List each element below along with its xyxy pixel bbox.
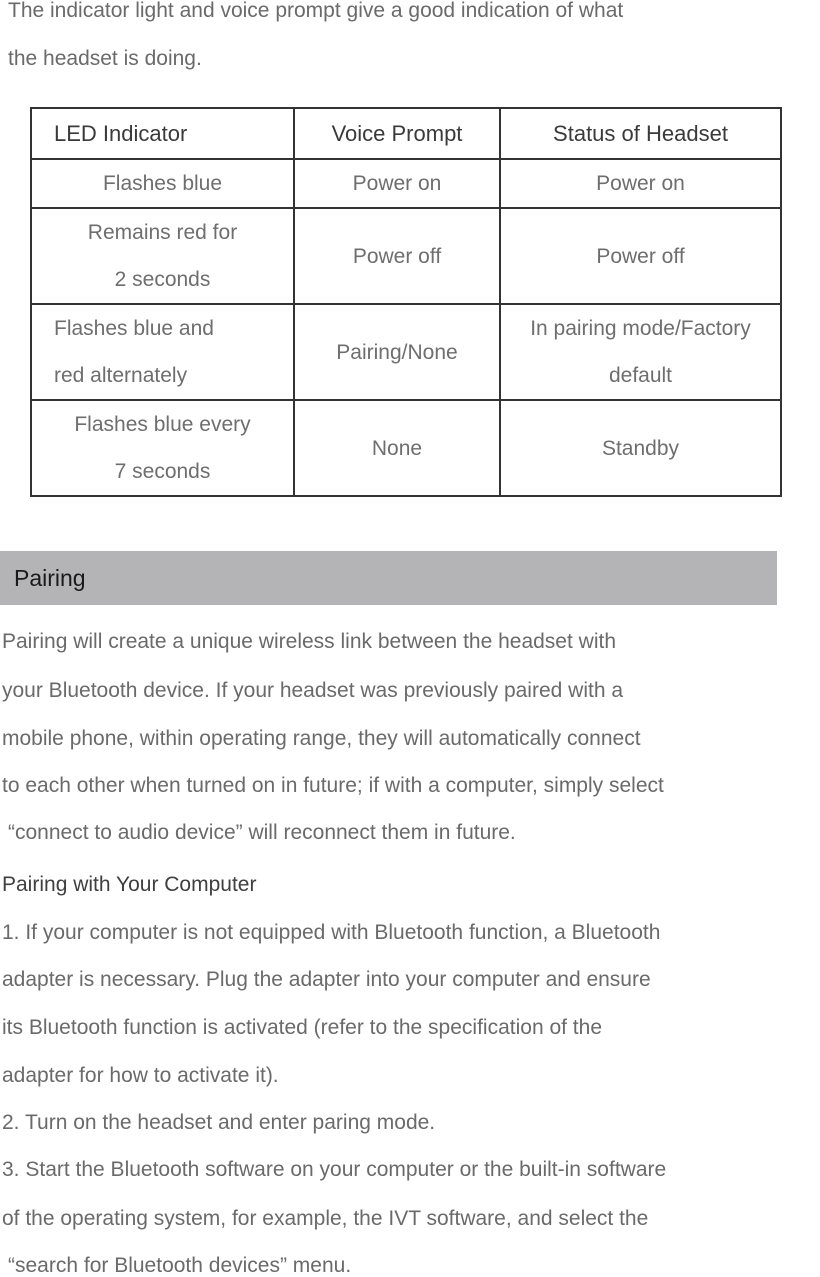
- led-cell: [31, 208, 294, 304]
- status-cell: [500, 159, 781, 208]
- step-line: adapter for how to activate it).: [2, 1064, 279, 1087]
- table-row: [31, 400, 781, 496]
- status-cell: [500, 304, 781, 400]
- led-cell: [31, 400, 294, 496]
- step-line: of the operating system, for example, the IVT software, and select the: [2, 1207, 649, 1230]
- step-line: adapter is necessary. Plug the adapter into your computer and ensure: [2, 968, 651, 991]
- step-line: 2. Turn on the headset and enter paring mode.: [2, 1111, 436, 1134]
- table-header-row: [31, 108, 781, 159]
- cell-line: Power on: [596, 172, 685, 195]
- led-status-table: [30, 107, 782, 497]
- status-cell: [500, 400, 781, 496]
- step-line: “search for Bluetooth devices” menu.: [8, 1254, 352, 1277]
- table-row: [31, 304, 781, 400]
- step-line: 1. If your computer is not equipped with Bluetooth function, a Bluetooth: [2, 921, 661, 944]
- voice-cell: Power on: [294, 159, 500, 208]
- led-cell: [31, 159, 294, 208]
- paragraph-line: “connect to audio device” will reconnect them in future.: [8, 821, 516, 844]
- step-line: its Bluetooth function is activated (refer to the specification of the: [2, 1016, 602, 1039]
- cell-line: Flashes blue: [102, 172, 223, 195]
- cell-line: default: [608, 364, 673, 387]
- intro-line-1: The indicator light and voice prompt give a good indication of what: [8, 0, 624, 22]
- cell-line: Flashes blue and: [54, 317, 214, 340]
- cell-line: Power off: [596, 244, 685, 268]
- voice-cell: None: [294, 400, 500, 496]
- paragraph-line: Pairing will create a unique wireless link between the headset with: [2, 630, 617, 653]
- intro-line-2: the headset is doing.: [8, 47, 202, 70]
- cell-line: red alternately: [54, 364, 188, 387]
- paragraph-line: mobile phone, within operating range, they will automatically connect: [2, 727, 641, 750]
- cell-line: Remains red for: [87, 221, 238, 244]
- table-row: [31, 208, 781, 304]
- step-line: 3. Start the Bluetooth software on your computer or the built-in software: [2, 1158, 667, 1181]
- header-status: Status of Headset: [500, 108, 781, 159]
- cell-line: In pairing mode/Factory: [530, 317, 751, 340]
- paragraph-line: your Bluetooth device. If your headset was previously paired with a: [2, 679, 624, 702]
- cell-line: Standby: [601, 436, 680, 460]
- status-cell: [500, 208, 781, 304]
- voice-cell: Power off: [294, 208, 500, 304]
- cell-line: 7 seconds: [114, 460, 211, 483]
- led-cell: [31, 304, 294, 400]
- table-row: [31, 159, 781, 208]
- cell-line: 2 seconds: [114, 268, 211, 291]
- subheading-pairing-computer: Pairing with Your Computer: [2, 873, 257, 896]
- cell-line: Flashes blue every: [74, 413, 251, 436]
- paragraph-line: to each other when turned on in future; if with a computer, simply select: [2, 774, 664, 797]
- voice-cell: Pairing/None: [294, 304, 500, 400]
- section-header-pairing: [0, 551, 777, 605]
- header-led-indicator: LED Indicator: [31, 108, 294, 159]
- section-title: Pairing: [14, 565, 86, 591]
- header-voice-prompt: Voice Prompt: [294, 108, 500, 159]
